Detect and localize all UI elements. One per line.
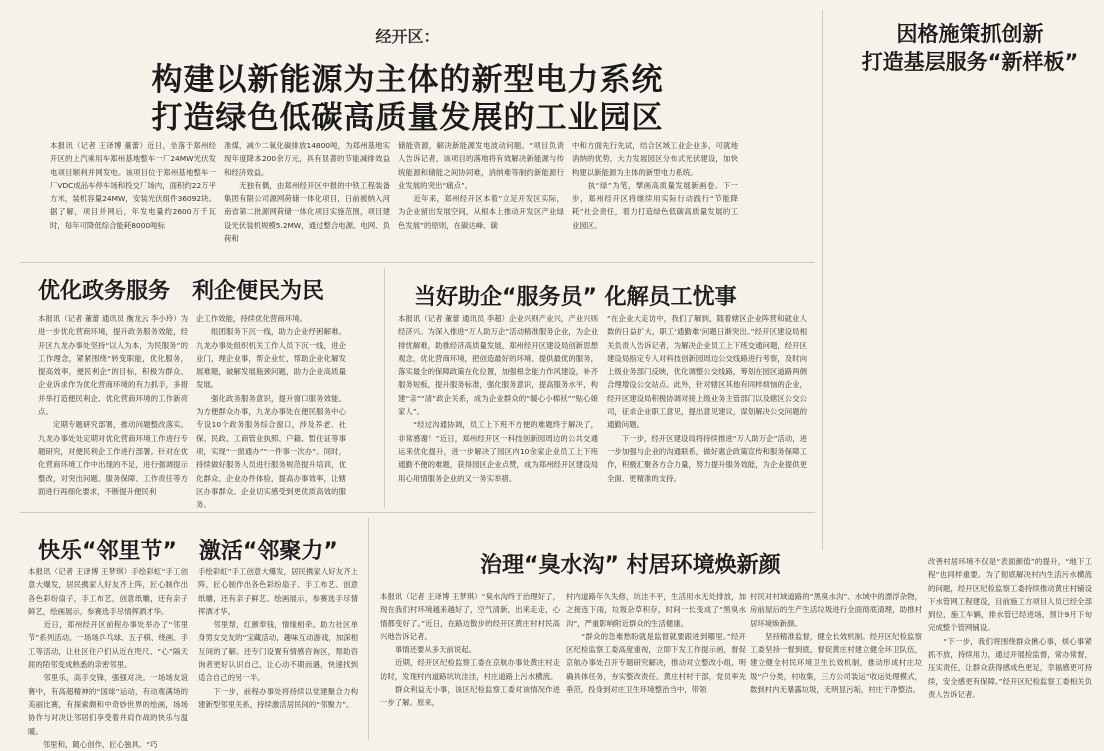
article-1-col-4: 中和方面先行先试，结合区域工业企业多，可就地消纳的优势，大力发展园区分布式光伏建设，加快构建以新能源为主体的新型电力系统。 执“绿”为笔，擘画高质量发展新画卷。下一步，郑州经开区将继续用实际行动践行“节能降耗”社会责任，着力打造绿色低碳高质量发展的工业园区。 <box>572 141 738 230</box>
section-title-service: 优化政务服务 利企便民为民 <box>38 279 325 304</box>
headline-line-2: 打造绿色低碳高质量发展的工业园区 <box>151 100 664 136</box>
section-title-helper: 当好助企“服务员” 化解员工忧事 <box>414 285 737 310</box>
divider-middle <box>20 512 815 513</box>
article-2-col-2: 企工作效能，持续优化营商环境。 组团服务下沉一线，助力企业纾困解难。九龙办事处组织机关工作人员下沉一线，进企业门，理企业事，帮企业忙，帮助企业化解发展难题，破解发展瓶颈问题，助力企业高质量发展。 强化政务服务意识，提升窗口服务效能。为方便群众办事，九龙办事处在便民服务中心专设10个政务服务综合窗口，涉及养老、社保、民政、工商管业执照、户籍、暂住证等事项，实现“一窗通办”“一件事一次办”。同时，持续做好服务人员进行服务规范提升培训，优化群众、企业办件体验，提高办事效率，让辖区办事群众、企业切实感受到更优质高效的服务。 <box>196 314 346 510</box>
headline-label: 经开区： <box>375 27 440 46</box>
divider-top <box>20 262 815 263</box>
section-title-neighbor: 快乐“邻里节” 激活“邻聚力” <box>38 539 338 564</box>
article-5-col-2: 村内道路年久失修，坑洼不平，生活用水无处排放，加之接连下雨，垃圾杂草积存，时间一长变成了“黑臭水沟”，严重影响附近群众的生活健康。 “群众的急难愁盼就是监督就要跟进到哪里。”经开区纪检监察工委高度重视，立即下发工作提示函，督促京航办事处召开专题研究解决，推动对立整改小组，明确具体任务，夯实整改责任。黄庄村村干部，党员率先垂范，投身到对庄卫生环境整治当中，带领 <box>566 592 746 695</box>
article-1-col-1: 本报讯（记者 王译博 董蕾）近日，坐落于郑州经开区的上汽乘用车郑州基地整车一厂24MW光伏发电项目顺利并网发电。该项目位于郑州基地整车一厂VDC成品车停车场和投交厂场内，面积约22万平方米，装机容量24MW，安装光伏组件36092块。据了解，项目并网后，年发电量约2600万千瓦时，每年可降低综合能耗8000吨标 <box>50 141 216 230</box>
article-5-col-1: 本报讯（记者 王译博 王梦琪）“臭水沟终于治理好了，现在我们村环境越来越好了，空气清新，出来走走，心情都变好了。”近日，在路边散步的经开区黄庄村村民高兴地告诉记者。 事情还要从多天前说起。 近期，经开区纪检监察工委在京航办事处黄庄村走访时，发现村内道路坑坑洼洼，村庄道路上污水横流。 群众利益无小事，该区纪检监察工委对该情况作进一步了解。原来， <box>380 592 560 708</box>
article-5-col-4: 改善村居环境不仅是“表面颜值”的提升，“地下工程”也同样重要。为了彻底解决村内生活污水横流的问题，经开区纪检监察工委持续推动黄庄村铺设下水管网工程建设，目前施工方项目人员已经全部到位，施工车辆，排水管已经进场，预计9月下旬完成整个管网铺设。 “下一步，我们将围绕群众揪心事，烦心事紧抓不放，持续用力，通过开展检监督，常办常督，压实责任，让群众获得感成色更足，幸福感更可持续，安全感更有保障。”经开区纪检监察工委相关负责人告诉记者。 <box>928 557 1092 699</box>
sidebar-title-line-2: 打造基层服务“新样板” <box>861 50 1079 74</box>
article-1-col-2: 准煤，减少二氧化碳排放14800吨，为郑州基地实现年度降本200余万元，具有显著的节能减排效益和经济效益。 无独有偶，由郑州经开区中报的中铁工程装备集团有限公司源网荷储一体化项目，日前被纳入河南省第二批源网荷储一体化项目实施范围，项目建设光伏装机规模5.2MW，通过整合电源、电网、负荷和 <box>224 141 390 244</box>
divider-vertical-left <box>384 268 385 508</box>
sidebar-article <box>843 80 1091 550</box>
headline-line-1: 构建以新能源为主体的新型电力系统 <box>151 62 664 98</box>
article-4-col-2: 手绘彩虹”手工创意大爆发，居民携家人好友齐上阵，匠心制作出各色彩纷扇子、手工布艺、创意纸雕，还有亲子鲜艺、绘画展示，参赛选手尽情挥洒才华。 邻里帮，红颜奉钱，情缘相牵。助力社区单身男女交友的“宝藏活动，趣味互动游戏，加深相互间的了解。还专门设置有情感咨询区，帮助咨询者更好认识自己，让心动不期而遇，快速找到适合自己的另一半。 下一步，前程办事处将持续以党建聚合力构建新型邻里关系，持续激活居民间的“邻聚力”。 <box>198 567 358 709</box>
article-3-col-2: “在企业大走访中，我们了解到，随着辖区企业阵营和就业人数的日益扩大，职工‘通勤难’问题日渐突出。”经开区建设局相关负责人告诉记者，为解决企业员工上下班交通问题，经开区建设局指定专人对科技创新园周边公交线路进行考察，及时向上级业务部门反映，优化调整公交线路，筹划在园区道路两侧合理增设公交站点。此外，针对辖区其他有同样烦恼的企业，经开区建设局积极协调对接上级业务主管部门以及辖区公交公司，征求企业职工意见，提出意见建议，谋划解决公交问题的通勤问题。 下一步，经开区建设局将持续推进“万人助万企”活动，进一步加强与企业的沟通联系，做好惠企政策宣传和服务保障工作，积极汇聚各方合力量，努力提升服务效能，为企业提供更全面、更精准的支持。 <box>607 314 807 483</box>
article-1-col-3: 储能资源，解决新能源发电波动问题。“项目负责人告诉记者，该项目的落地将有效解决新能源与传统能源和储能之间协同难，消纳难等制约新能源行业发展的突出“痛点”。 近年来，郑州经开区本着“立足开发区实际，为企业留出发展空间，从根本上推动开发区产业绿色发展”的原则，在碳达峰、碳 <box>398 141 564 230</box>
divider-vertical-bottom <box>368 518 369 740</box>
article-5-col-3: 村民对村域道路的“黑臭水沟”、水域中的漂浮杂物，房前屋后的生产生活垃圾进行全面彻底清理，助推村居环境焕新颜。 坚持精准监督，健全长效机制。经开区纪检监察工委坚持一督到底，督促黄庄村建立健全环卫队伍，建立健全村民环境卫生长效机制，推动形成村庄垃圾“户分类，村收集，三方公司装运”收运处理模式，数到村内无暴露垃圾，无明显污垢，村庄干净整洁。 <box>750 592 922 695</box>
sidebar-title-line-1: 因格施策抓创新 <box>896 22 1044 46</box>
divider-sidebar <box>822 10 823 550</box>
headline-block <box>0 0 815 135</box>
article-4-col-1: 本报讯（记者 王译博 王梦琪）手绘彩虹“手工创意大爆发，居民携家人好友齐上阵，匠心制作出各色彩纷扇子，手工布艺，创意纸雕，还有亲子鲜艺，绘画展示，参赛选手尽情挥洒才华。 近日，郑州经开区前程办事处举办了“邻里节”系列活动。一场场乒乓球、五子棋、绕画、手工等活动，让社区住户们从近在咫尺、“心”隔天涯的陌邻变成熟悉的亲密邻里。 邻里乐，高手交锋，强强对决。一场场友谊赛中，有高超精神的“国球”运动，有动观满场的美丽比赛，有探索颇和中奇妙世界的绘画，场场协作与对决让邻居们享受着并肩作战的快乐与温暖。 邻里和，随心创作，匠心独具。“巧 <box>28 567 188 749</box>
article-2-col-1: 本报讯（记者 董蕾 通讯员 衡龙云 李小玲）为进一步优化营商环境，提升政务服务效能，经开区九龙办事处坚持“以人为本，为民服务”的工作理念，紧紧围绕“转变职能，优化服务，提高效率，便民利企”的目标，积极为群众、企业诉求作为优化营商环境的有力抓手，多措并举打造便民利企、优化营商环境的工作新亮点。 定期专题研究部署，推动问题整改落实。九龙办事处处定期对优化营商环境工作进行专题研究，对便民利企工作进行部署。针对在优化营商环境工作中出现的不足，进行强调提示整改，对突出问题、服务保障、工作责任等方面进行再细化要求，不断提升便民利 <box>38 314 188 496</box>
section-title-ditch: 治理“臭水沟” 村居环境焕新颜 <box>480 553 781 578</box>
article-3-col-1: 本报讯（记者 董蕾 通讯员 李超）企业兴则产业兴，产业兴则经济兴。为深入推进“万人助万企”活动精准服务企业，为企业排忧解难，助推经济高质量发展，郑州经开区建设局创新思想观念，优化营商环境，把创造最好的环境、提供最优的服务，落实最全的保障政策在化位置，加强根念能力作风建设，补齐服务短板，提升服务标准，强化服务意识，提高服务水平，构建“亲”“清”政企关系，成为企业群众的“暖心小棉袄”“贴心娘家人”。 “经过沟通协调，员工上下班不方便的难题终于解决了，非常感谢！”近日，郑州经开区一科技创新园周边的公共交通运来优化提升，进一步解决了园区内10余家企业员工上下班通勤不便的难题，获得园区企业点赞，成为郑州经开区建设局用心用情服务企业的又一务实举措。 <box>398 314 598 483</box>
